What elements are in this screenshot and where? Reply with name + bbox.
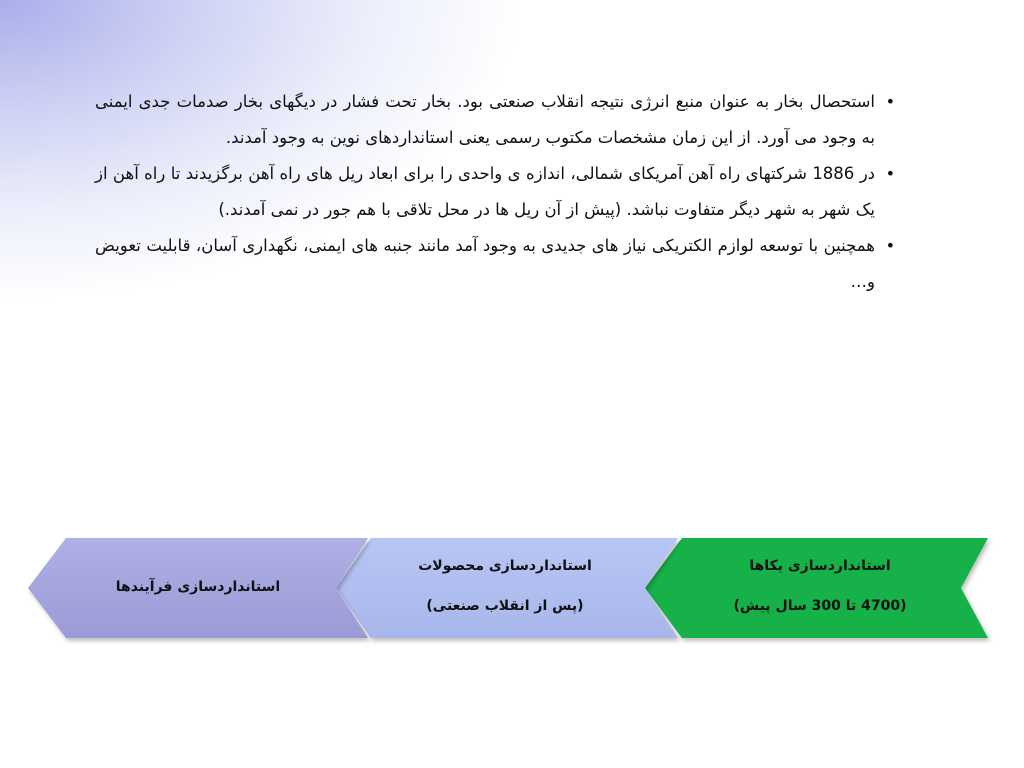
stage-subtitle: (4700 تا 300 سال پیش) [733, 598, 907, 614]
stage-title: استانداردسازی فرآیندها [115, 579, 281, 595]
stage-label-products [385, 556, 625, 616]
bullet-text: در 1886 شرکتهای راه آهن آمریکای شمالی، اندازه ی واحدی را برای ابعاد ریل های راه آهن برگزیدند تا راه آهن از یک شهر به شهر دیگر متفاوت نباشد. (پیش از آن ریل ها در محل تلاقی با هم جور در نمی آمدند.) [95, 164, 876, 219]
bullet-marker: • [885, 164, 895, 183]
stage-title: استانداردسازی محصولات [418, 558, 592, 574]
bullet-marker: • [885, 236, 895, 255]
bullet-text: استحصال بخار به عنوان منبع انرژی نتیجه انقلاب صنعتی بود. بخار تحت فشار در دیگهای بخار صدمات جدی ایمنی به وجود می آورد. از این زمان مشخصات مکتوب رسمی یعنی استانداردهای نوین به وجود آمدند. [95, 92, 875, 147]
stage-label-units [700, 556, 940, 616]
bullet-text: همچنین با توسعه لوازم الکتریکی نیاز های جدیدی به وجود آمد مانند جنبه های ایمنی، نگهداری آسان، قابلیت تعویض و… [95, 236, 875, 291]
bullet-marker: • [885, 92, 895, 111]
stage-label-processes [78, 577, 318, 597]
stage-subtitle: (پس از انقلاب صنعتی) [426, 598, 584, 614]
stage-title: استانداردسازی یکاها [749, 558, 891, 574]
